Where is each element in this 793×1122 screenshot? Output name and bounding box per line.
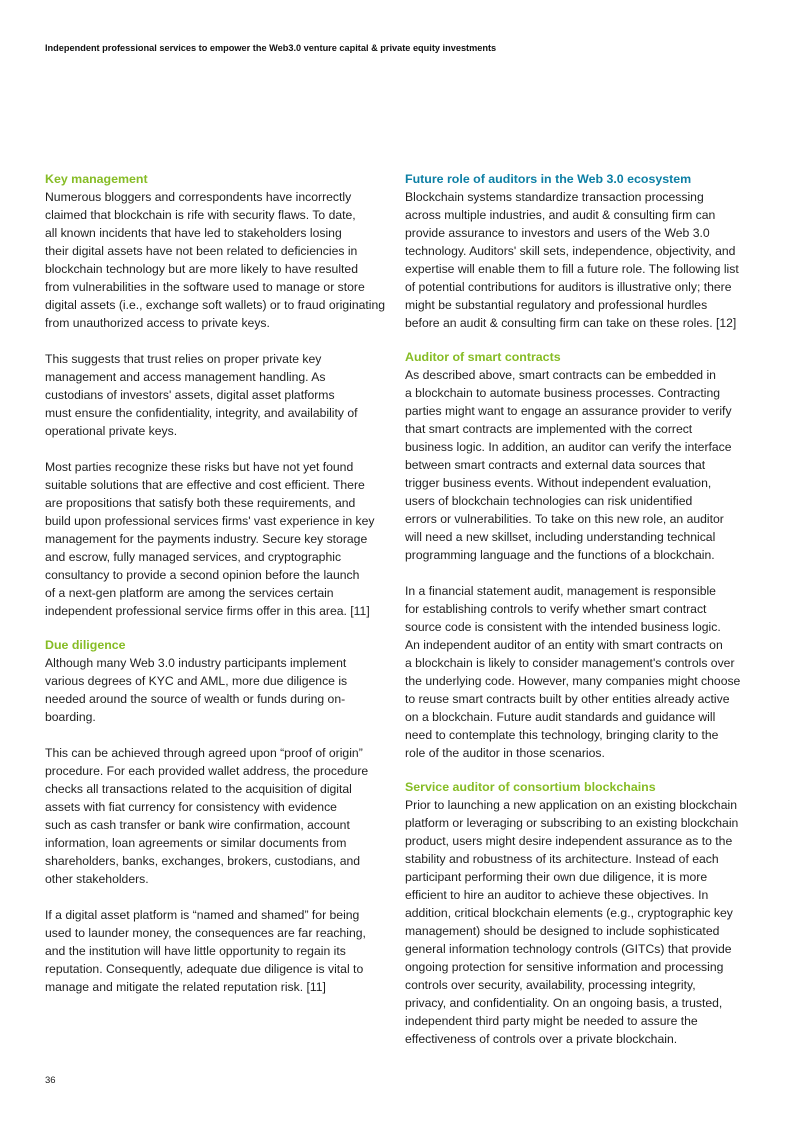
text-line: all known incidents that have led to stakeholders losing [45, 226, 342, 240]
text-line: If a digital asset platform is “named and shamed” for being [45, 908, 360, 922]
text-line: other stakeholders. [45, 872, 149, 886]
text-line: and escrow, fully managed services, and cryptographic [45, 550, 342, 564]
text-line: to reuse smart contracts built by other entities already active [405, 692, 730, 706]
text-line: the underlying code. However, many companies might choose [405, 674, 741, 688]
heading-future-role: Future role of auditors in the Web 3.0 ecosystem [405, 172, 692, 186]
text-line: role of the auditor in those scenarios. [405, 746, 605, 760]
text-line: management and access management handling. As [45, 370, 326, 384]
text-line: management) should be designed to include sophisticated [405, 924, 720, 938]
text-line: used to launder money, the consequences are far reaching, [45, 926, 366, 940]
text-line: information, loan agreements or similar documents from [45, 836, 347, 850]
paragraph [45, 188, 395, 332]
right-column [405, 170, 755, 1064]
text-line: procedure. For each provided wallet address, the procedure [45, 764, 369, 778]
text-line: will need a new skillset, including understanding technical [405, 530, 716, 544]
text-line: of potential contributions for auditors is illustrative only; there [405, 280, 732, 294]
text-line: boarding. [45, 710, 96, 724]
text-line: before an audit & consulting firm can take on these roles. [12] [405, 316, 737, 330]
text-line: of a next-gen platform are among the services certain [45, 586, 334, 600]
text-line: reputation. Consequently, adequate due diligence is vital to [45, 962, 364, 976]
text-line: such as cash transfer or bank wire confirmation, account [45, 818, 350, 832]
text-line: expertise will enable them to fill a future role. The following list [405, 262, 739, 276]
heading-consortium: Service auditor of consortium blockchains [405, 780, 656, 794]
section-consortium [405, 778, 755, 1048]
text-line: Blockchain systems standardize transaction processing [405, 190, 704, 204]
text-line: assets with fiat currency for consistency with evidence [45, 800, 337, 814]
section-smart-contracts [405, 348, 755, 762]
text-line: As described above, smart contracts can be embedded in [405, 368, 716, 382]
text-line: effectiveness of controls over a private blockchain. [405, 1032, 678, 1046]
heading-smart-contracts: Auditor of smart contracts [405, 350, 561, 364]
text-line: across multiple industries, and audit & consulting firm can [405, 208, 716, 222]
text-line: for establishing controls to verify whether smart contract [405, 602, 707, 616]
text-line: Prior to launching a new application on an existing blockchain [405, 798, 737, 812]
text-line: Numerous bloggers and correspondents have incorrectly [45, 190, 352, 204]
text-line: independent professional service firms offer in this area. [11] [45, 604, 370, 618]
text-line: parties might want to engage an assurance provider to verify [405, 404, 732, 418]
text-line: manage and mitigate the related reputation risk. [11] [45, 980, 326, 994]
paragraph [405, 582, 755, 762]
paragraph [45, 350, 395, 440]
text-line: and the institution will have little opportunity to regain its [45, 944, 346, 958]
text-line: privacy, and confidentiality. On an ongoing basis, a trusted, [405, 996, 723, 1010]
text-line: product, users might desire independent assurance as to the [405, 834, 733, 848]
text-line: Although many Web 3.0 industry participants implement [45, 656, 347, 670]
paragraph [45, 906, 395, 996]
text-line: technology. Auditors' skill sets, independence, objectivity, and [405, 244, 736, 258]
text-line: business logic. In addition, an auditor can verify the interface [405, 440, 732, 454]
text-line: digital assets (i.e., exchange soft wallets) or to fraud originating [45, 298, 386, 312]
text-line: need to contemplate this technology, bringing clarity to the [405, 728, 719, 742]
heading-due-diligence: Due diligence [45, 638, 126, 652]
text-line: management for the payments industry. Secure key storage [45, 532, 368, 546]
paragraph [405, 188, 755, 332]
text-line: might be substantial regulatory and professional hurdles [405, 298, 708, 312]
text-line: An independent auditor of an entity with smart contracts on [405, 638, 723, 652]
paragraph [45, 744, 395, 888]
text-line: general information technology controls (GITCs) that provide [405, 942, 732, 956]
running-header: Independent professional services to empower the Web3.0 venture capital & private equity investments [45, 43, 497, 53]
text-line: between smart contracts and external data sources that [405, 458, 706, 472]
heading-key-management: Key management [45, 172, 148, 186]
text-line: This can be achieved through agreed upon “proof of origin” [45, 746, 363, 760]
text-line: trigger business events. Without independent evaluation, [405, 476, 712, 490]
text-line: build upon professional services firms' vast experience in key [45, 514, 375, 528]
text-line: controls over security, availability, processing integrity, [405, 978, 696, 992]
text-line: a blockchain to automate business processes. Contracting [405, 386, 721, 400]
paragraph [45, 654, 395, 726]
section-due-diligence [45, 636, 395, 996]
text-line: stability and robustness of its architecture. Instead of each [405, 852, 719, 866]
text-line: participant performing their own due diligence, it is more [405, 870, 708, 884]
paragraph [405, 796, 755, 1048]
text-line: custodians of investors' assets, digital asset platforms [45, 388, 335, 402]
text-line: addition, critical blockchain elements (e.g., cryptographic key [405, 906, 733, 920]
text-line: In a financial statement audit, management is responsible [405, 584, 716, 598]
text-line: independent third party might be needed to assure the [405, 1014, 698, 1028]
text-line: needed around the source of wealth or funds during on- [45, 692, 346, 706]
text-line: efficient to hire an auditor to achieve these objectives. In [405, 888, 709, 902]
text-line: from vulnerabilities in the software used to manage or store [45, 280, 365, 294]
text-line: ongoing protection for sensitive information and processing [405, 960, 724, 974]
paragraph [405, 366, 755, 564]
text-line: on a blockchain. Future audit standards and guidance will [405, 710, 716, 724]
text-line: This suggests that trust relies on proper private key [45, 352, 322, 366]
text-line: must ensure the confidentiality, integrity, and availability of [45, 406, 358, 420]
text-line: errors or vulnerabilities. To take on this new role, an auditor [405, 512, 724, 526]
text-line: claimed that blockchain is rife with security flaws. To date, [45, 208, 356, 222]
text-line: blockchain technology but are more likely to have resulted [45, 262, 358, 276]
text-line: shareholders, banks, exchanges, brokers, custodians, and [45, 854, 361, 868]
section-future-role [405, 170, 755, 332]
text-line: source code is consistent with the intended business logic. [405, 620, 721, 634]
section-key-management [45, 170, 395, 620]
text-line: various degrees of KYC and AML, more due diligence is [45, 674, 348, 688]
text-line: programming language and the functions of a blockchain. [405, 548, 715, 562]
text-line: suitable solutions that are effective and cost efficient. There [45, 478, 365, 492]
text-line: are propositions that satisfy both these requirements, and [45, 496, 356, 510]
text-line: provide assurance to investors and users of the Web 3.0 [405, 226, 710, 240]
page-number: 36 [45, 1075, 56, 1086]
text-line: consultancy to provide a second opinion before the launch [45, 568, 360, 582]
left-column [45, 170, 395, 1012]
text-line: users of blockchain technologies can risk unidentified [405, 494, 693, 508]
text-line: a blockchain is likely to consider management's controls over [405, 656, 735, 670]
text-line: from unauthorized access to private keys. [45, 316, 270, 330]
text-line: Most parties recognize these risks but have not yet found [45, 460, 354, 474]
paragraph [45, 458, 395, 620]
text-line: their digital assets have not been related to deficiencies in [45, 244, 358, 258]
text-line: checks all transactions related to the acquisition of digital [45, 782, 352, 796]
text-line: operational private keys. [45, 424, 178, 438]
text-line: that smart contracts are implemented with the correct [405, 422, 693, 436]
text-line: platform or leveraging or subscribing to an existing blockchain [405, 816, 739, 830]
